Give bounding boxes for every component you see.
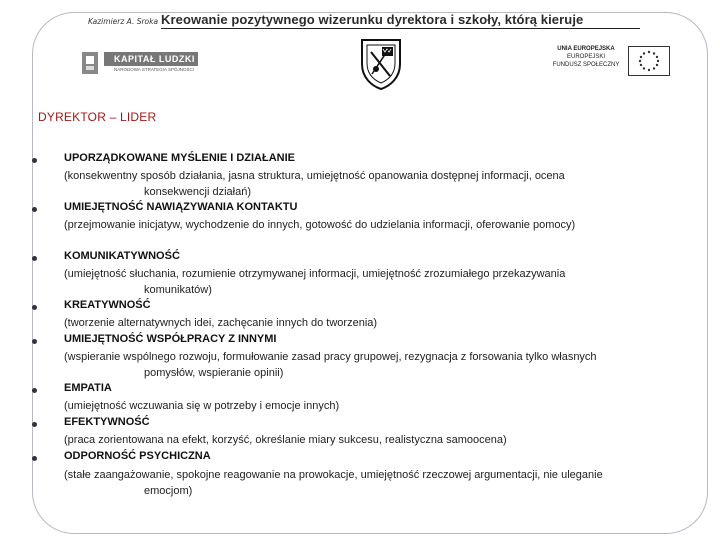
item-description (64, 267, 629, 298)
item-desc-line1: (konsekwentny sposób działania, jasna struktura, umiejętność opanowania dostępnej informacji, ocena (64, 170, 565, 182)
item-desc-line2: konsekwencji działań) (144, 185, 251, 198)
item-desc-line2: własnych pomysłów, wspieranie opinii) (144, 351, 597, 379)
page-title: Kreowanie pozytywnego wizerunku dyrektora i szkoły, którą kieruje (161, 12, 584, 27)
section-title: DYREKTOR – LIDER (38, 110, 157, 124)
eu-line3: FUNDUSZ SPOŁECZNY (552, 62, 620, 68)
item-description (64, 468, 629, 499)
bullet-icon (32, 422, 37, 427)
item-title: UMIEJĘTNOŚĆ WSPÓŁPRACY Z INNYMI (64, 333, 277, 345)
item-desc-line1: (wspieranie wspólnego rozwoju, formułowanie zasad pracy grupowej, rezygnacja z forsowania tylko (64, 351, 549, 363)
item-desc-line1: (tworzenie alternatywnych idei, zachęcanie innych do tworzenia) (64, 317, 378, 329)
item-title: UMIEJĘTNOŚĆ NAWIĄZYWANIA KONTAKTU (64, 201, 298, 213)
bullet-icon (32, 339, 37, 344)
item-desc-line1: (przejmowanie inicjatyw, wychodzenie do innych, gotowość do udzielania informacji, oferowanie (64, 219, 530, 231)
item-description (64, 399, 629, 415)
item-desc-line2: uleganie emocjom) (144, 469, 603, 497)
item-desc-line2: pomocy) (532, 219, 576, 231)
item-desc-line1: (umiejętność wczuwania się w potrzeby i emocje innych) (64, 400, 340, 412)
bullet-icon (32, 207, 37, 212)
author-name: Kazimierz A. Sroka (88, 17, 159, 26)
item-description (64, 316, 629, 332)
bullet-icon (32, 256, 37, 261)
item-title: EFEKTYWNOŚĆ (64, 416, 150, 428)
item-description (64, 433, 629, 449)
eu-line2: EUROPEJSKI (566, 54, 605, 60)
item-desc-line1: (stałe zaangażowanie, spokojne reagowanie na prowokacje, umiejętność rzeczowej argumentacji, nie (64, 469, 559, 481)
item-title: EMPATIA (64, 382, 112, 394)
item-description (64, 169, 629, 200)
bullet-icon (32, 388, 37, 393)
item-description (64, 218, 629, 234)
item-title: KREATYWNOŚĆ (64, 299, 151, 311)
bullet-icon (32, 305, 37, 310)
item-title: UPORZĄDKOWANE MYŚLENIE I DZIAŁANIE (64, 152, 296, 164)
item-title: ODPORNOŚĆ PSYCHICZNA (64, 450, 211, 462)
kapital-ludzki-subtitle: NARODOWA STRATEGIA SPÓJNOŚCI (114, 67, 195, 72)
bullet-icon (32, 456, 37, 461)
item-desc-line1: (umiejętność słuchania, rozumienie otrzymywanej informacji, umiejętność zrozumiałego przekazywania (64, 268, 566, 280)
bullet-icon (32, 158, 37, 163)
kapital-ludzki-name: KAPITAŁ LUDZKI (104, 52, 198, 66)
item-description (64, 350, 629, 381)
item-desc-line1: (praca zorientowana na efekt, korzyść, określanie miary sukcesu, realistyczna samoocena) (64, 434, 507, 446)
eu-line1: UNIA EUROPEJSKA (557, 46, 615, 52)
item-title: KOMUNIKATYWNOŚĆ (64, 250, 180, 262)
item-desc-line2: komunikatów) (144, 283, 212, 296)
